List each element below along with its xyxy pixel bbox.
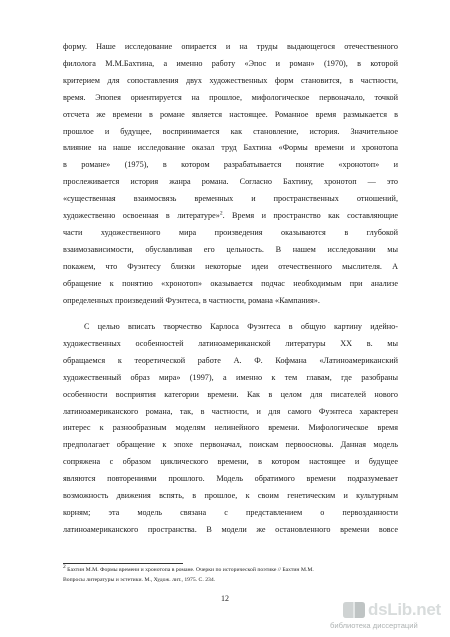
text-line: прослеживается история жанра романа. Согласно Бахтину, хронотоп — это [63,177,398,187]
text-line: обращение к понятию «хронотоп» оказывается подчас необходимым при анализе [63,278,398,288]
text-line: возможность движения вспять, в прошлое, к своим генетическим и культурным [63,491,398,501]
footnote-separator [63,563,183,564]
text-line: взаимозависимости, обуславливая его цельность. В нашем исследовании мы [63,244,398,254]
text-line: особенности восприятия категории времени. Как в целом для писателей нового [63,389,398,399]
text-line: Вопросы литературы и эстетики. М., Худож. лит., 1975. С. 234. [63,576,216,583]
text-line: корням; эта модель связана с представлением о первозданности [63,507,398,517]
paragraph-2 [63,319,398,539]
text-line: интерес к разнообразным моделям нелинейного времени. Мифологическое время [63,423,398,433]
text-line: в романе» (1975), в котором разрабатывается понятие «хронотоп» и [63,160,398,170]
footnote-ref: 2 [63,564,66,571]
text-line: покажем, что Фуэнтесу близки некоторые идеи отечественного мыслителя. А [63,261,398,271]
text-line: латиноамериканского романа, так, в частности, и для самого Фуэнтеса характерен [63,406,398,416]
text-line: латиноамериканского пространства. В модели же остановленного времени вовсе [63,524,398,534]
text-line: художественный образ мира» (1997), а именно к тем главам, где разобраны [63,372,398,382]
page-number: 12 [221,594,229,603]
text-line: прошлое и будущее, воспринимается как становление, история. Значительное [63,126,398,136]
paragraph-1 [63,39,398,310]
text-line: $^2$ Бахтин М.М. Формы времени и хронотопа в романе. Очерки по исторической поэтике // Бахтин М.М. [63,564,314,573]
text-line: определенных произведений Фуэнтеса, в частности, романа «Кампания». [63,295,320,305]
text-line: «существенная взаимосвязь временных и пространственных отношений, [63,194,398,204]
footnote-ref: 2 [219,210,223,217]
text-line: художественно освоенная в литературе»$^2$. Время и пространство как составляющие [63,210,398,221]
text-line: обращаемся к теоретической работе А. Ф. Кофмана «Латиноамериканский [63,355,398,365]
dslib-logo-icon [342,600,366,620]
text-line: влияние на наше исследование оказал труд Бахтина «Формы времени и хронотопа [63,143,398,153]
watermark-subtitle: библиотека диссертаций [330,621,418,630]
text-line: предполагает обращение к эпохе первоначал, поискам первоосновы. Данная модель [63,440,398,450]
footnote [63,566,398,585]
text-line: части художественного мира произведения оказываются в глубокой [63,227,398,237]
watermark [330,600,440,634]
text-line: художественных особенностей латиноамериканской литературы XX в. мы [63,338,398,348]
watermark-title: dsLib.net [368,600,441,619]
text-line: филолога М.М.Бахтина, а именно работу «Эпос и роман» (1970), в которой [63,58,398,68]
text-line: отсчета же времени в романе является настоящее. Романное время размыкается в [63,109,398,119]
text-line: С целью вписать творчество Карлоса Фуэнтеса в общую картину идейно- [84,322,398,331]
text-line: форму. Наше исследование опирается и на труды выдающегося отечественного [63,42,398,51]
text-line: сопряжена с образом циклического времени, в котором настоящее и будущее [63,457,398,467]
text-line: время. Эпопея ориентируется на прошлое, мифологическое первоначало, точкой [63,92,398,102]
text-line: являются повторениями прошлого. Модель обратимого времени подразумевает [63,474,398,484]
text-line: критерием для сопоставления двух художественных форм становится, в частности, [63,75,398,85]
